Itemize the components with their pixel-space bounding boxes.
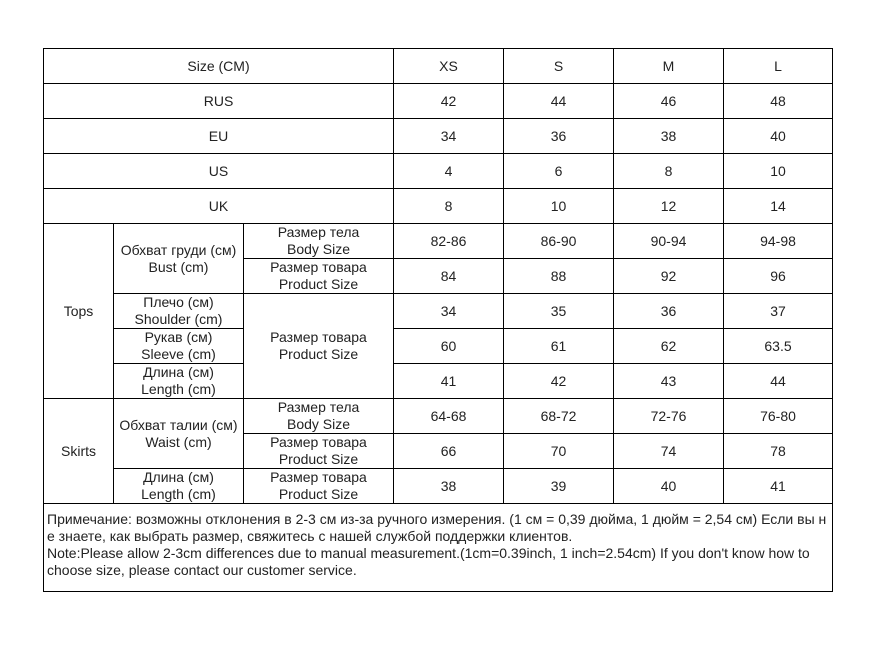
- table-cell: 40: [724, 119, 833, 154]
- table-cell: 40: [614, 469, 724, 504]
- table-cell: 96: [724, 259, 833, 294]
- length-label: [114, 469, 244, 504]
- table-cell: 78: [724, 434, 833, 469]
- product-size-label: [244, 469, 394, 504]
- table-cell: 41: [724, 469, 833, 504]
- product-size-label-ru: Размер товара: [270, 259, 367, 275]
- table-cell: 14: [724, 189, 833, 224]
- table-row-rus: [44, 84, 833, 119]
- table-row-tops-bust-body: [44, 224, 833, 259]
- size-cm-header: Size (CM): [44, 49, 394, 84]
- table-row-skirts-waist-body: [44, 399, 833, 434]
- table-cell: 37: [724, 294, 833, 329]
- product-size-label: [244, 294, 394, 399]
- table-cell: 41: [394, 364, 504, 399]
- product-size-label-en: Product Size: [278, 346, 359, 362]
- size-s-header: S: [504, 49, 614, 84]
- table-cell: 38: [614, 119, 724, 154]
- bust-label-ru: Обхват груди (см): [120, 241, 237, 258]
- table-row-tops-shoulder: [44, 294, 833, 329]
- table-cell: 39: [504, 469, 614, 504]
- row-label: US: [44, 154, 394, 189]
- table-cell: 68-72: [504, 399, 614, 434]
- shoulder-label-en: Shoulder (cm): [134, 311, 223, 327]
- table-cell: 70: [504, 434, 614, 469]
- table-row-tops-sleeve: [44, 329, 833, 364]
- table-cell: 76-80: [724, 399, 833, 434]
- table-cell: 36: [614, 294, 724, 329]
- note-cell: [44, 504, 833, 592]
- product-size-label-ru: Размер товара: [270, 469, 367, 485]
- length-label-ru: Длина (см): [143, 364, 214, 380]
- table-cell: 42: [504, 364, 614, 399]
- table-cell: 88: [504, 259, 614, 294]
- product-size-label-ru: Размер товара: [270, 434, 367, 450]
- note-ru-line1: Примечание: возможны отклонения в 2-3 см из-за ручного измерения. (1 см = 0,39 дюйма, 1 дюйм = 2,54 см) Если вы н: [47, 511, 827, 527]
- table-cell: 86-90: [504, 224, 614, 259]
- body-size-label-ru: Размер тела: [277, 399, 360, 415]
- product-size-label-en: Product Size: [278, 486, 359, 502]
- table-row-uk: [44, 189, 833, 224]
- note-en-line1: Note:Please allow 2-3cm differences due to manual measurement.(1cm=0.39inch, 1 inch=2.54cm) If you don't know how to: [47, 545, 810, 561]
- table-cell: 8: [394, 189, 504, 224]
- table-row-skirts-length: [44, 469, 833, 504]
- note-ru-line2: е знаете, как выбрать размер, свяжитесь с нашей службой поддержки клиентов.: [47, 528, 573, 544]
- table-cell: 92: [614, 259, 724, 294]
- table-cell: 10: [724, 154, 833, 189]
- table-cell: 35: [504, 294, 614, 329]
- size-l-header: L: [724, 49, 833, 84]
- body-size-label: [244, 399, 394, 434]
- table-cell: 8: [614, 154, 724, 189]
- table-cell: 48: [724, 84, 833, 119]
- table-cell: 12: [614, 189, 724, 224]
- table-cell: 63.5: [724, 329, 833, 364]
- sleeve-label: [114, 329, 244, 364]
- table-cell: 10: [504, 189, 614, 224]
- product-size-label: [244, 259, 394, 294]
- waist-label: [114, 399, 244, 469]
- row-label: RUS: [44, 84, 394, 119]
- product-size-label: [244, 434, 394, 469]
- shoulder-label: [114, 294, 244, 329]
- table-row-tops-length: [44, 364, 833, 399]
- body-size-label-ru: Размер тела: [277, 224, 360, 240]
- length-label-en: Length (cm): [141, 381, 216, 397]
- waist-label-ru: Обхват талии (см): [119, 416, 238, 433]
- length-label: [114, 364, 244, 399]
- table-cell: 66: [394, 434, 504, 469]
- table-cell: 44: [504, 84, 614, 119]
- table-cell: 74: [614, 434, 724, 469]
- table-cell: 82-86: [394, 224, 504, 259]
- table-cell: 36: [504, 119, 614, 154]
- table-cell: 90-94: [614, 224, 724, 259]
- bust-label: [114, 224, 244, 294]
- shoulder-label-ru: Плечо (см): [143, 294, 214, 310]
- product-size-label-ru: Размер товара: [270, 329, 367, 345]
- table-cell: 44: [724, 364, 833, 399]
- tops-label: Tops: [44, 224, 114, 399]
- table-cell: 84: [394, 259, 504, 294]
- body-size-label: [244, 224, 394, 259]
- table-cell: 62: [614, 329, 724, 364]
- table-cell: 94-98: [724, 224, 833, 259]
- table-cell: 46: [614, 84, 724, 119]
- table-header-row: [44, 49, 833, 84]
- sleeve-label-ru: Рукав (см): [144, 329, 213, 345]
- product-size-label-en: Product Size: [278, 451, 359, 467]
- table-row-us: [44, 154, 833, 189]
- size-m-header: M: [614, 49, 724, 84]
- table-cell: 6: [504, 154, 614, 189]
- sleeve-label-en: Sleeve (cm): [141, 346, 216, 362]
- table-cell: 72-76: [614, 399, 724, 434]
- row-label: EU: [44, 119, 394, 154]
- table-cell: 4: [394, 154, 504, 189]
- table-cell: 64-68: [394, 399, 504, 434]
- skirts-label: Skirts: [44, 399, 114, 504]
- note-row: [44, 504, 833, 592]
- waist-label-en: Waist (cm): [145, 433, 212, 450]
- body-size-label-en: Body Size: [286, 241, 351, 257]
- length-label-ru: Длина (см): [143, 469, 214, 485]
- length-label-en: Length (cm): [141, 486, 216, 502]
- size-chart-table: [43, 48, 833, 592]
- table-cell: 34: [394, 119, 504, 154]
- table-cell: 38: [394, 469, 504, 504]
- bust-label-en: Bust (cm): [148, 258, 209, 275]
- table-cell: 60: [394, 329, 504, 364]
- table-cell: 42: [394, 84, 504, 119]
- row-label: UK: [44, 189, 394, 224]
- table-cell: 43: [614, 364, 724, 399]
- size-xs-header: XS: [394, 49, 504, 84]
- body-size-label-en: Body Size: [286, 416, 351, 432]
- table-row-eu: [44, 119, 833, 154]
- table-cell: 61: [504, 329, 614, 364]
- note-en-line2: choose size, please contact our customer service.: [47, 562, 357, 578]
- table-cell: 34: [394, 294, 504, 329]
- product-size-label-en: Product Size: [278, 276, 359, 292]
